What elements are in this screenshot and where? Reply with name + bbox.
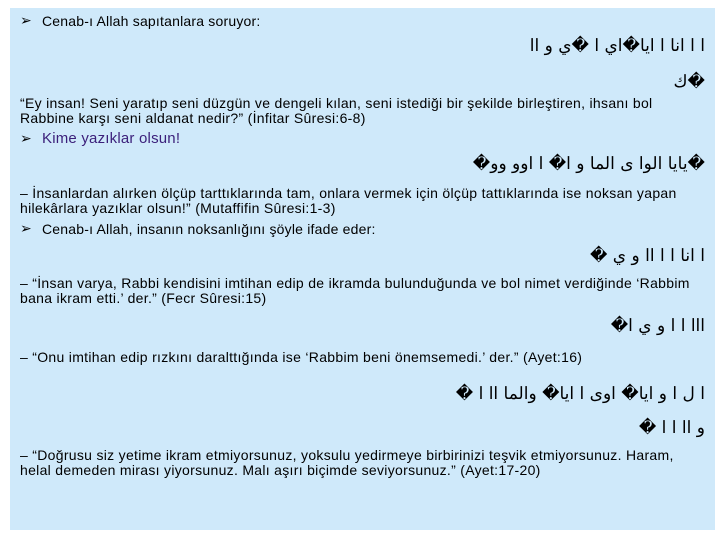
translation-fecr-15: – “İnsan varya, Rabbi kendisini imtihan edip de ikramda bulunduğunda ve bol nimet verdiğinde ‘Rabbim bana ikram etti.’ der.” (Fecr Sûresi:15) <box>20 275 690 306</box>
arabic-verse-5-cont: و اا ا ا � <box>638 418 705 438</box>
translation-infitar: “Ey insan! Seni yaratıp seni düzgün ve dengeli kılan, seni istediği bir şekilde birleştiren, ihsanı bol Rabbine karşı seni aldanat nedir?” (İnfitar Sûresi:6-8) <box>20 95 653 126</box>
arabic-verse-2: �يايا الوا ى الما و ا� ا اوو وو� <box>472 154 705 174</box>
arabic-verse-3: ا انا ا ا اا و ي � <box>589 246 705 266</box>
heading-sapitanlar <box>20 12 260 29</box>
arabic-verse-5: ا ل ا و ايا� اوى ا ايا� والما اا ا � <box>455 384 705 404</box>
arabic-verse-1: ا ا انا ا ايا�اي ا �ي و اا <box>529 36 705 56</box>
arabic-verse-1-cont: �ك <box>673 72 705 92</box>
translation-ayet-17-20: – “Doğrusu siz yetime ikram etmiyorsunuz, yoksulu yedirmeye birbirinizi teşvik etmiyorsunuz. Haram, helal demeden mirası yiyorsunuz. Malı aşırı biçimde seviyorsunuz.” (Ayet:17-20) <box>20 447 674 478</box>
heading-text: Cenab-ı Allah, insanın noksanlığını şöyle ifade eder: <box>42 220 376 237</box>
heading-kime-yaziklar <box>20 130 180 147</box>
heading-text: Kime yazıklar olsun! <box>42 130 181 147</box>
heading-text: Cenab-ı Allah sapıtanlara soruyor: <box>42 12 261 29</box>
arrow-bullet-icon: ➢ <box>20 130 32 146</box>
arrow-bullet-icon: ➢ <box>20 12 32 28</box>
translation-ayet-16: – “Onu imtihan edip rızkını daralttığında ise ‘Rabbim beni önemsemedi.’ der.” (Ayet:16) <box>20 349 583 365</box>
arrow-bullet-icon: ➢ <box>20 220 32 236</box>
translation-mutaffifin: – İnsanlardan alırken ölçüp tarttıklarında tam, onlara vermek için ölçüp tattıklarında ise noksan yapan hilekârlara yazıklar olsun!” (Mutaffifin Sûresi:1-3) <box>20 185 677 216</box>
heading-noksanlik <box>20 220 376 237</box>
slide <box>10 8 715 530</box>
arabic-verse-4: ااا ا ا و ي ا� <box>610 316 705 336</box>
